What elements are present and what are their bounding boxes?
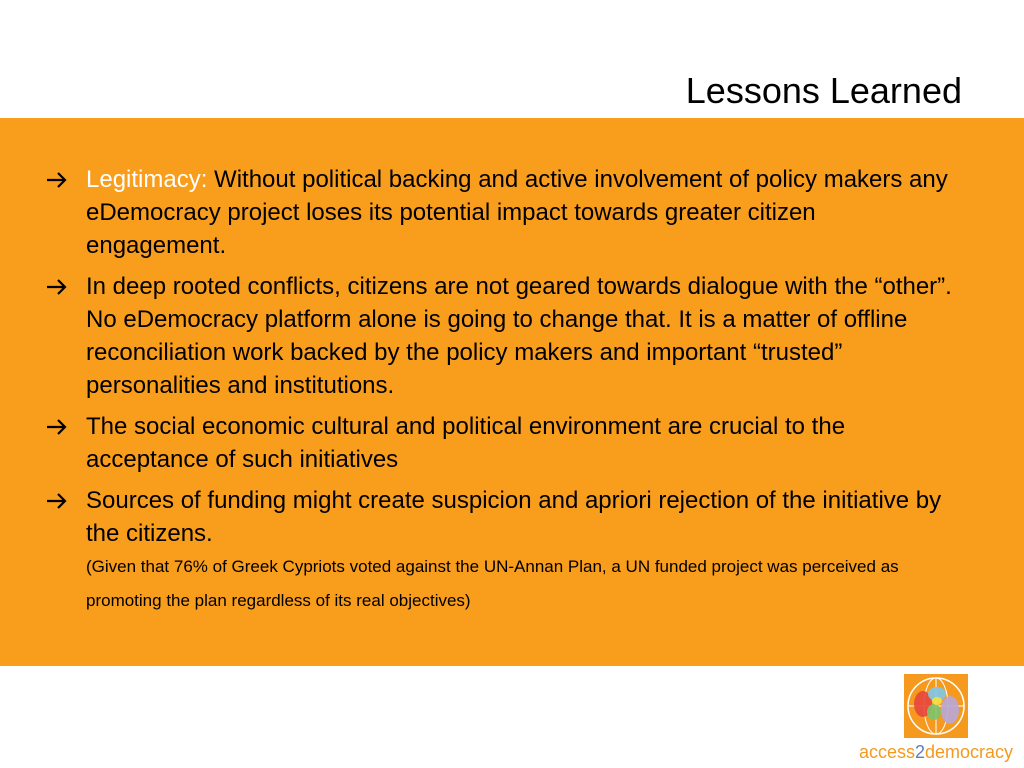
list-item xyxy=(46,270,956,402)
arrow-right-icon xyxy=(46,484,76,517)
bullet-text: The social economic cultural and political environment are crucial to the acceptance of such initiatives xyxy=(86,413,846,473)
arrow-right-icon xyxy=(46,163,76,196)
bullet-keyword: Legitimacy: xyxy=(86,166,208,193)
page-title: Lessons Learned xyxy=(685,70,962,111)
arrow-right-icon xyxy=(46,410,76,443)
list-item xyxy=(46,163,956,262)
logo-number: 2 xyxy=(914,742,925,762)
arrow-right-icon xyxy=(46,270,76,303)
logo-suffix: democracy xyxy=(925,742,1014,762)
list-item xyxy=(46,410,956,476)
bullet-list xyxy=(46,163,956,626)
list-item xyxy=(46,484,956,618)
bullet-text: Sources of funding might create suspicion and apriori rejection of the initiative by the citizens. xyxy=(86,487,942,547)
globe-icon xyxy=(904,674,968,738)
bullet-note: (Given that 76% of Greek Cypriots voted against the UN-Annan Plan, a UN funded project was perceived as promoting the plan regardless of its real objectives) xyxy=(86,557,899,610)
logo-square xyxy=(904,674,968,738)
access2democracy-logo xyxy=(852,672,1020,766)
bullet-text: In deep rooted conflicts, citizens are not geared towards dialogue with the “other”. No eDemocracy platform alone is going to change that. It is a matter of offline reconciliation work backed by the policy makers and important “trusted” personalities and institutions. xyxy=(86,273,952,399)
logo-wordmark xyxy=(852,742,1020,763)
bullet-text: Without political backing and active involvement of policy makers any eDemocracy project loses its potential impact towards greater citizen engagement. xyxy=(86,166,948,259)
logo-prefix: access xyxy=(858,742,915,762)
